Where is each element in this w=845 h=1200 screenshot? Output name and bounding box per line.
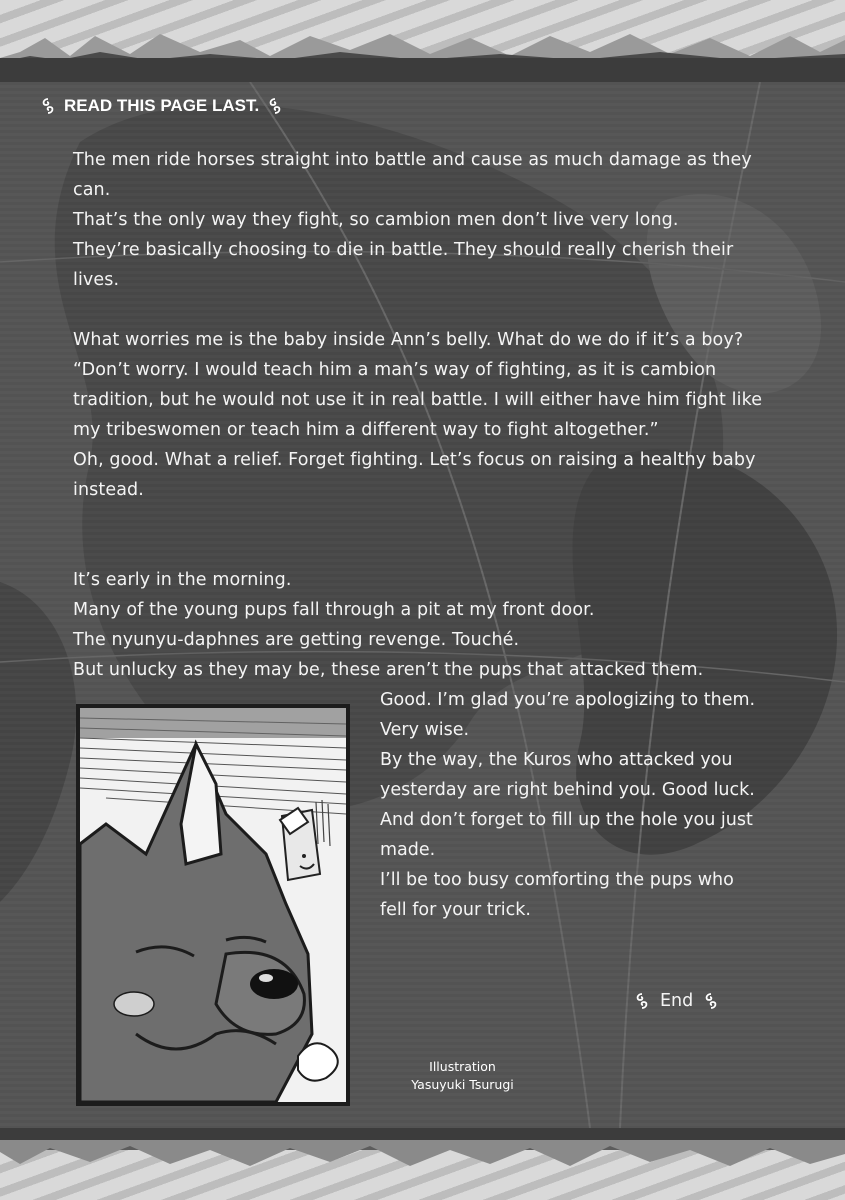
paragraph: But unlucky as they may be, these aren’t the pups that attacked them. bbox=[73, 660, 704, 680]
end-label: End bbox=[660, 991, 694, 1011]
text-block-battle bbox=[73, 145, 773, 295]
bottom-torn-edge bbox=[0, 1140, 845, 1170]
paragraph: Good. I’m glad you’re apologizing to them. Very wise. bbox=[380, 690, 756, 740]
swirl-ornament-icon bbox=[701, 991, 721, 1011]
paragraph: I’ll be too busy comforting the pups who fell for your trick. bbox=[380, 870, 734, 920]
illustration-panel bbox=[76, 704, 350, 1106]
paragraph: “Don’t worry. I would teach him a man’s way of fighting, as it is cambion tradition, but he would not use it in real battle. I will either have him fight like my tribeswomen or teach him a different way to fight altogether.” bbox=[73, 360, 763, 440]
page-title: READ THIS PAGE LAST. bbox=[64, 96, 260, 115]
paragraph: Many of the young pups fall through a pit at my front door. bbox=[73, 600, 595, 620]
text-block-side bbox=[380, 685, 760, 925]
paragraph: And don’t forget to fill up the hole you just made. bbox=[380, 810, 753, 860]
top-dark-stripe bbox=[0, 58, 845, 82]
wolf-illustration bbox=[76, 704, 350, 1106]
swirl-ornament-icon bbox=[265, 96, 285, 116]
text-block-baby bbox=[73, 325, 773, 505]
paragraph: By the way, the Kuros who attacked you yesterday are right behind you. Good luck. bbox=[380, 750, 755, 800]
paragraph: They’re basically choosing to die in battle. They should really cherish their lives. bbox=[73, 240, 734, 290]
illustration-credit bbox=[390, 1058, 535, 1094]
paragraph: What worries me is the baby inside Ann’s belly. What do we do if it’s a boy? bbox=[73, 330, 744, 350]
paragraph: The men ride horses straight into battle and cause as much damage as they can. bbox=[73, 150, 752, 200]
paragraph: Oh, good. What a relief. Forget fighting. Let’s focus on raising a healthy baby instead. bbox=[73, 450, 756, 500]
end-marker bbox=[632, 986, 721, 1016]
page-header bbox=[38, 94, 285, 118]
text-block-morning bbox=[73, 565, 773, 685]
credit-label: Illustration bbox=[429, 1059, 496, 1074]
paragraph: It’s early in the morning. bbox=[73, 570, 292, 590]
paragraph: The nyunyu-daphnes are getting revenge. Touché. bbox=[73, 630, 520, 650]
paragraph: That’s the only way they fight, so cambion men don’t live very long. bbox=[73, 210, 679, 230]
swirl-ornament-icon bbox=[38, 96, 58, 116]
swirl-ornament-icon bbox=[632, 991, 652, 1011]
credit-artist: Yasuyuki Tsurugi bbox=[411, 1077, 514, 1092]
